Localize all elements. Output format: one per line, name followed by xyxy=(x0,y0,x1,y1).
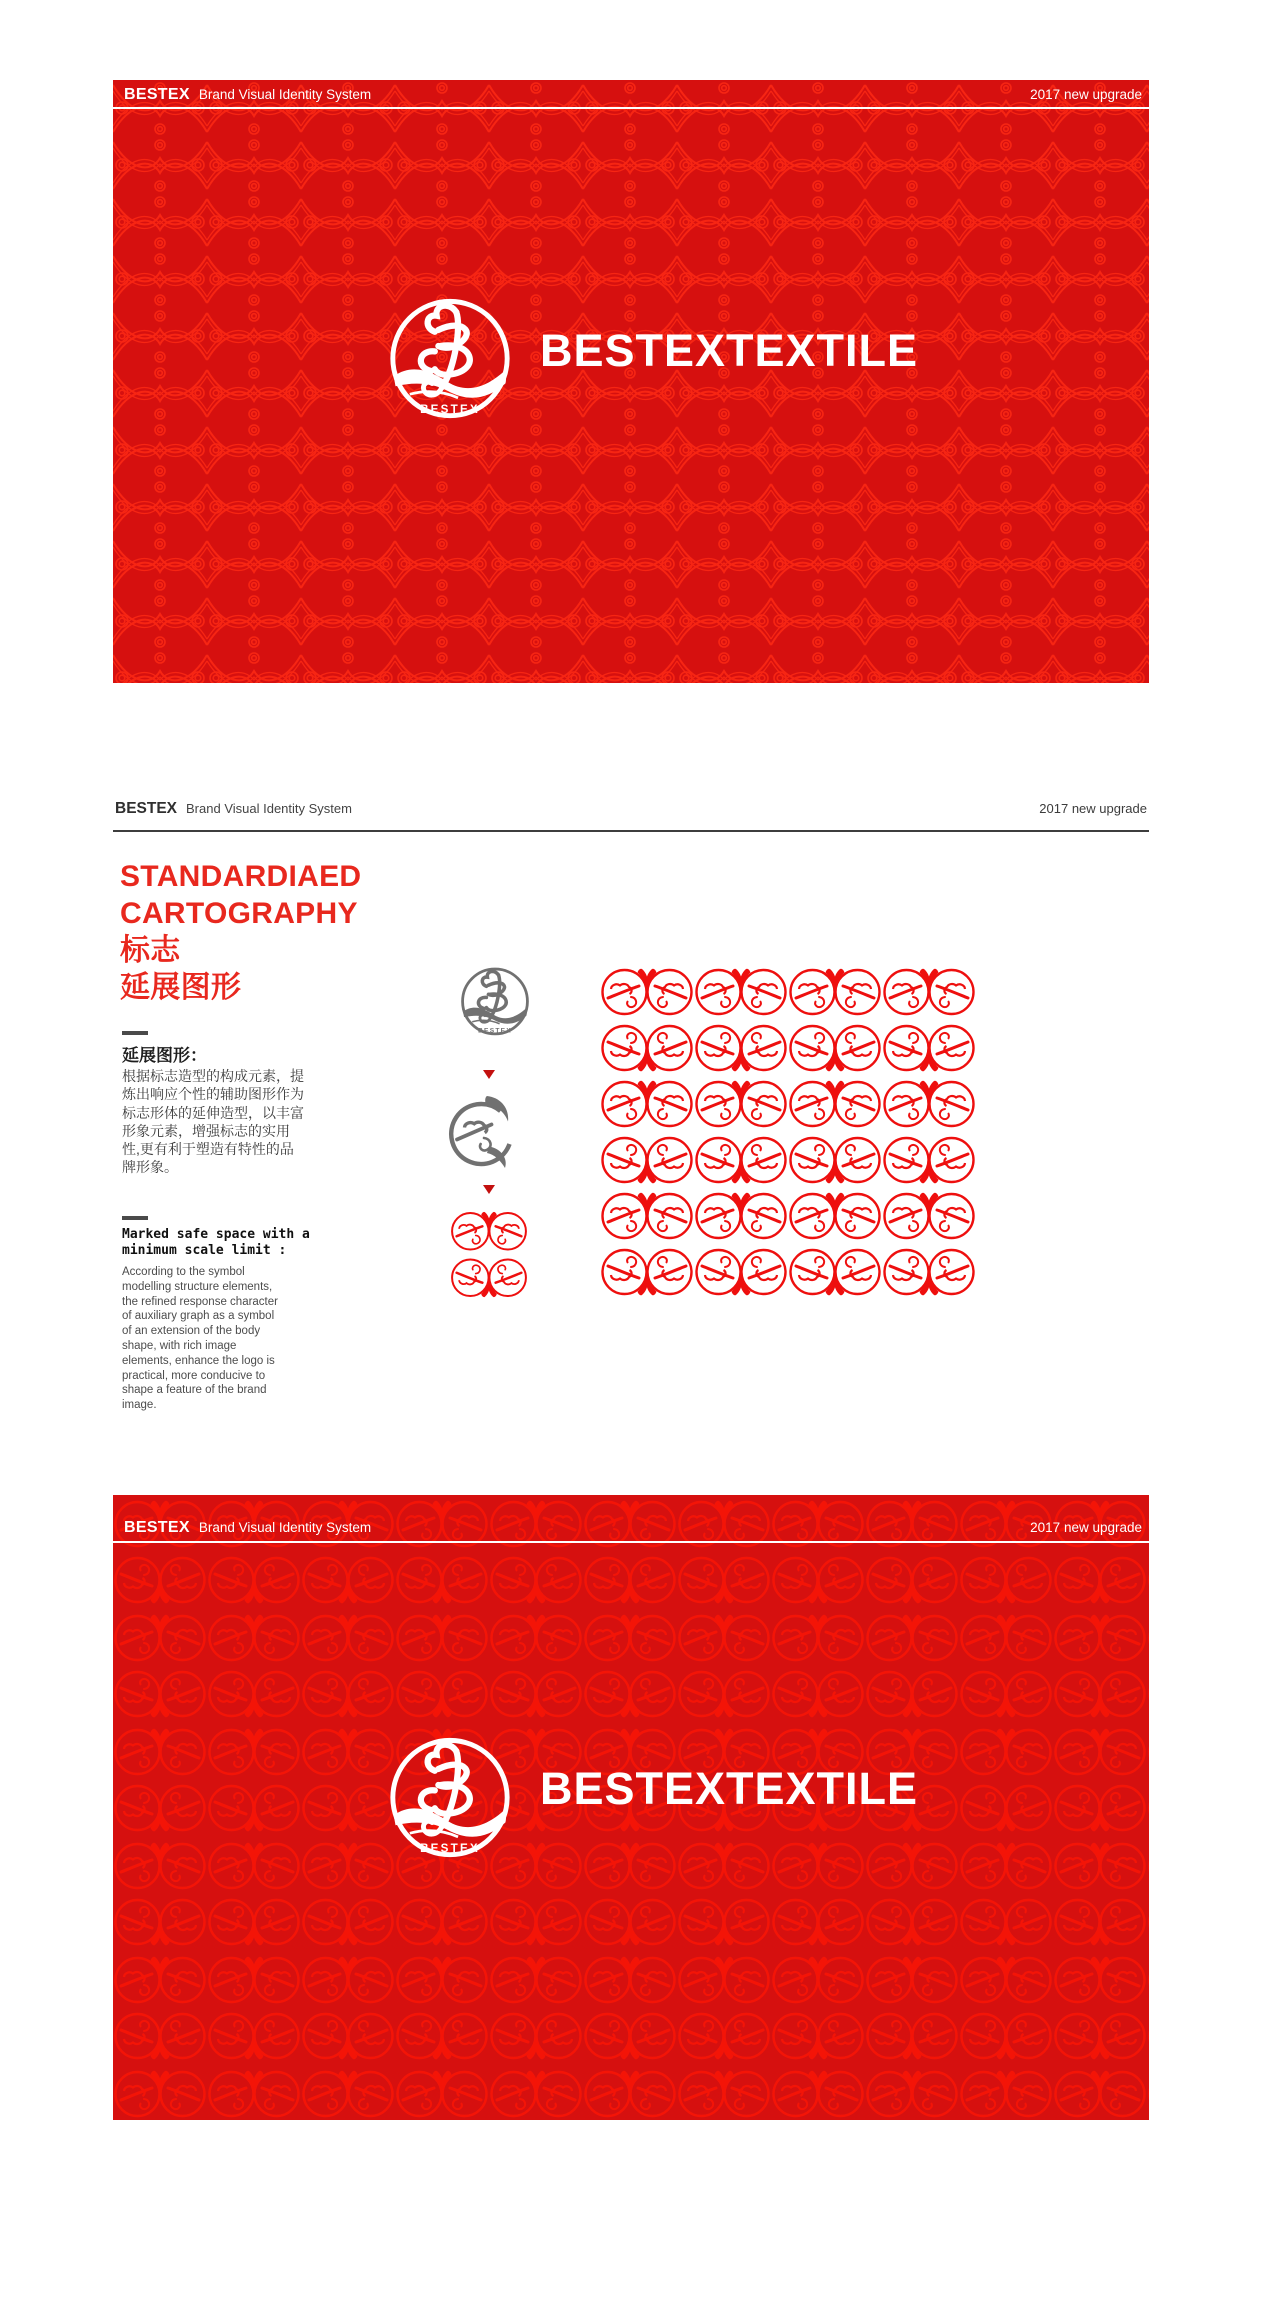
bestex-logo-gray xyxy=(457,966,533,1042)
down-arrow-icon xyxy=(483,1070,495,1079)
down-arrow-icon xyxy=(483,1185,495,1194)
bestex-logo-white xyxy=(383,1735,517,1869)
brand-title: BESTEX xyxy=(124,1519,190,1536)
en-heading: Marked safe space with a minimum scale limit : xyxy=(122,1227,310,1258)
divider-dash xyxy=(122,1031,148,1035)
title-line: CARTOGRAPHY xyxy=(120,897,358,930)
cover-panel-top xyxy=(113,80,1149,683)
cover-panel-bottom xyxy=(113,1495,1149,2120)
motif-grid xyxy=(600,964,976,1300)
zh-paragraph: 根据标志造型的构成元素，提炼出响应个性的辅助图形作为标志形体的延伸造型，以丰富形象元素，增强标志的实用性,更有利于塑造有特性的品牌形象。 xyxy=(122,1068,304,1176)
section-title xyxy=(120,858,361,1006)
divider-dash xyxy=(122,1216,148,1220)
title-line: STANDARDIAED xyxy=(120,860,362,893)
panel-header xyxy=(113,86,1149,104)
header-rule xyxy=(113,1541,1149,1543)
extracted-motif-icon xyxy=(448,1094,514,1173)
edition-label: 2017 new upgrade xyxy=(1030,87,1142,102)
wordmark: BESTEXTEXTILE xyxy=(540,1763,919,1814)
header-subtitle: Brand Visual Identity System xyxy=(198,87,372,102)
sheet-header xyxy=(113,800,1149,818)
title-line: 延展图形 xyxy=(120,971,242,1004)
motif-quad xyxy=(450,1208,528,1301)
panel-header xyxy=(113,1519,1149,1537)
zh-heading: 延展图形： xyxy=(122,1046,207,1065)
header-subtitle: Brand Visual Identity System xyxy=(186,801,352,816)
edition-label: 2017 new upgrade xyxy=(1039,801,1147,816)
damask-pattern xyxy=(113,80,1149,683)
en-paragraph: According to the symbol modelling structure elements, the refined response character of auxiliary graph as a symbol of an extension of the body shape, with rich image elements, enhance the logo is practical, more conducive to shape a feature of the brand image. xyxy=(122,1266,278,1412)
header-rule xyxy=(113,107,1149,109)
brand-title: BESTEX xyxy=(115,800,178,817)
brand-title: BESTEX xyxy=(124,86,190,103)
header-subtitle: Brand Visual Identity System xyxy=(198,1520,372,1535)
bestex-logo-white xyxy=(383,296,517,430)
sheet-header-rule xyxy=(113,830,1149,832)
title-line: 标志 xyxy=(120,934,181,967)
wordmark: BESTEXTEXTILE xyxy=(540,325,919,376)
edition-label: 2017 new upgrade xyxy=(1030,1520,1142,1535)
